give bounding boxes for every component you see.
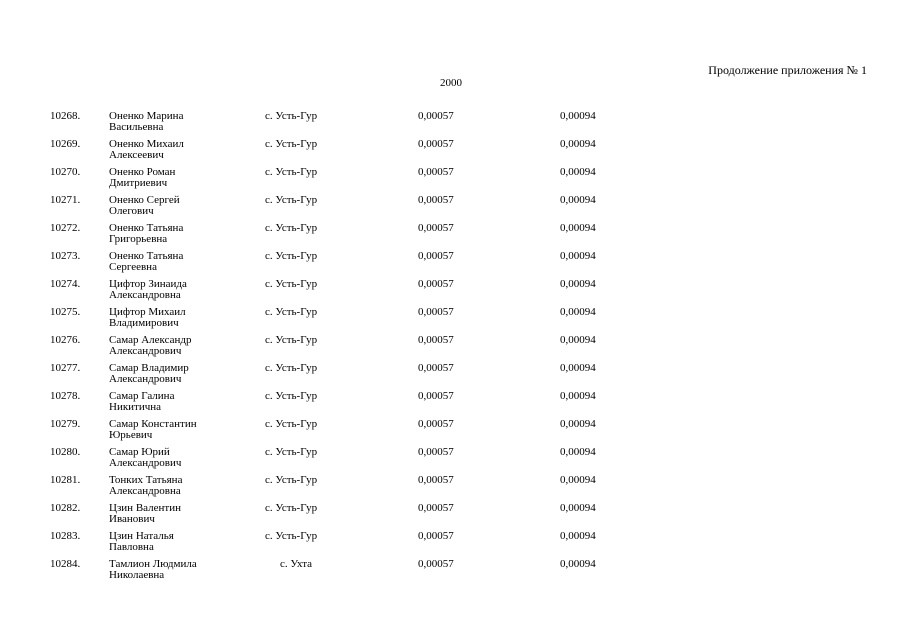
person-name (109, 223, 183, 245)
person-name-line2: Никитична (109, 401, 162, 413)
person-name-line1: Самар Владимир (109, 362, 189, 374)
table-row (0, 195, 905, 223)
settlement: с. Усть-Гур (265, 110, 318, 122)
settlement: с. Усть-Гур (265, 250, 318, 262)
person-name-line1: Оненко Марина (109, 110, 184, 122)
row-number: 10269. (50, 138, 81, 150)
value-2: 0,00094 (560, 250, 596, 262)
value-2: 0,00094 (560, 194, 596, 206)
year-label: 2000 (440, 77, 462, 89)
person-name-line1: Цифтор Зинаида (109, 278, 187, 290)
person-name (109, 475, 182, 497)
table-row (0, 251, 905, 279)
table-row (0, 475, 905, 503)
table-row (0, 503, 905, 531)
row-number: 10275. (50, 306, 81, 318)
table-row (0, 279, 905, 307)
person-name-line2: Юрьевич (109, 429, 153, 441)
settlement: с. Усть-Гур (265, 166, 318, 178)
row-number: 10281. (50, 474, 81, 486)
value-2: 0,00094 (560, 110, 596, 122)
person-name-line2: Васильевна (109, 121, 164, 133)
row-number: 10284. (50, 558, 81, 570)
person-name-line2: Александрович (109, 457, 182, 469)
table-row (0, 419, 905, 447)
value-2: 0,00094 (560, 390, 596, 402)
appendix-continuation-label: Продолжение приложения № 1 (708, 63, 867, 77)
settlement: с. Усть-Гур (265, 418, 318, 430)
person-name (109, 503, 181, 525)
value-1: 0,00057 (418, 138, 454, 150)
value-1: 0,00057 (418, 166, 454, 178)
settlement: с. Усть-Гур (265, 222, 318, 234)
person-name-line2: Александровна (109, 289, 181, 301)
value-1: 0,00057 (418, 390, 454, 402)
value-1: 0,00057 (418, 558, 454, 570)
person-name-line2: Александровна (109, 485, 181, 497)
row-number: 10278. (50, 390, 81, 402)
row-number: 10279. (50, 418, 81, 430)
table-row (0, 559, 905, 587)
value-1: 0,00057 (418, 502, 454, 514)
row-number: 10272. (50, 222, 81, 234)
person-name-line2: Николаевна (109, 569, 165, 581)
table-row (0, 531, 905, 559)
row-number: 10268. (50, 110, 81, 122)
value-1: 0,00057 (418, 278, 454, 290)
value-2: 0,00094 (560, 558, 596, 570)
table-row (0, 335, 905, 363)
value-2: 0,00094 (560, 278, 596, 290)
settlement: с. Усть-Гур (265, 474, 318, 486)
person-name (109, 363, 189, 385)
row-number: 10277. (50, 362, 81, 374)
person-name-line1: Цзин Валентин (109, 502, 181, 514)
person-name (109, 111, 183, 133)
value-1: 0,00057 (418, 194, 454, 206)
person-name-line1: Оненко Сергей (109, 194, 180, 206)
value-2: 0,00094 (560, 166, 596, 178)
person-name-line2: Олегович (109, 205, 154, 217)
person-name-line2: Владимирович (109, 317, 179, 329)
person-name (109, 531, 174, 553)
person-name-line1: Оненко Татьяна (109, 222, 184, 234)
value-1: 0,00057 (418, 250, 454, 262)
table-row (0, 307, 905, 335)
settlement: с. Усть-Гур (265, 446, 318, 458)
row-number: 10271. (50, 194, 81, 206)
person-name-line1: Тамлион Людмила (109, 558, 197, 570)
value-1: 0,00057 (418, 446, 454, 458)
table-row (0, 111, 905, 139)
settlement: с. Усть-Гур (265, 362, 318, 374)
value-1: 0,00057 (418, 306, 454, 318)
value-2: 0,00094 (560, 418, 596, 430)
person-name-line1: Оненко Роман (109, 166, 176, 178)
settlement: с. Усть-Гур (265, 502, 318, 514)
value-1: 0,00057 (418, 334, 454, 346)
value-1: 0,00057 (418, 474, 454, 486)
value-2: 0,00094 (560, 474, 596, 486)
person-name-line2: Григорьевна (109, 233, 168, 245)
person-name-line2: Сергеевна (109, 261, 157, 273)
value-2: 0,00094 (560, 222, 596, 234)
table-row (0, 139, 905, 167)
registry-table (0, 111, 905, 587)
value-2: 0,00094 (560, 306, 596, 318)
person-name-line1: Самар Константин (109, 418, 197, 430)
settlement: с. Усть-Гур (265, 390, 318, 402)
table-row (0, 447, 905, 475)
person-name (109, 391, 174, 413)
settlement: с. Усть-Гур (265, 530, 318, 542)
person-name-line2: Александрович (109, 373, 182, 385)
person-name (109, 251, 183, 273)
value-1: 0,00057 (418, 530, 454, 542)
person-name (109, 307, 186, 329)
settlement: с. Усть-Гур (265, 334, 318, 346)
person-name-line2: Иванович (109, 513, 155, 525)
value-2: 0,00094 (560, 362, 596, 374)
person-name (109, 419, 197, 441)
person-name-line1: Оненко Михаил (109, 138, 184, 150)
person-name-line2: Алексеевич (109, 149, 164, 161)
table-row (0, 167, 905, 195)
row-number: 10270. (50, 166, 81, 178)
person-name (109, 167, 175, 189)
row-number: 10276. (50, 334, 81, 346)
person-name-line1: Самар Александр (109, 334, 192, 346)
person-name (109, 559, 197, 581)
row-number: 10283. (50, 530, 81, 542)
value-1: 0,00057 (418, 362, 454, 374)
person-name (109, 279, 187, 301)
value-1: 0,00057 (418, 222, 454, 234)
settlement: с. Ухта (279, 558, 313, 570)
table-row (0, 391, 905, 419)
person-name (109, 335, 192, 357)
value-1: 0,00057 (418, 110, 454, 122)
person-name-line2: Павловна (109, 541, 154, 553)
person-name-line1: Цзин Наталья (109, 530, 174, 542)
value-2: 0,00094 (560, 530, 596, 542)
value-1: 0,00057 (418, 418, 454, 430)
table-row (0, 363, 905, 391)
row-number: 10282. (50, 502, 81, 514)
person-name-line2: Дмитриевич (109, 177, 168, 189)
person-name-line1: Самар Юрий (109, 446, 170, 458)
person-name-line1: Оненко Татьяна (109, 250, 184, 262)
person-name-line1: Самар Галина (109, 390, 175, 402)
person-name (109, 447, 181, 469)
settlement: с. Усть-Гур (265, 278, 318, 290)
value-2: 0,00094 (560, 138, 596, 150)
value-2: 0,00094 (560, 502, 596, 514)
value-2: 0,00094 (560, 446, 596, 458)
row-number: 10274. (50, 278, 81, 290)
settlement: с. Усть-Гур (265, 306, 318, 318)
settlement: с. Усть-Гур (265, 194, 318, 206)
settlement: с. Усть-Гур (265, 138, 318, 150)
row-number: 10273. (50, 250, 81, 262)
row-number: 10280. (50, 446, 81, 458)
person-name-line2: Александрович (109, 345, 182, 357)
table-row (0, 223, 905, 251)
person-name (109, 139, 184, 161)
value-2: 0,00094 (560, 334, 596, 346)
person-name (109, 195, 180, 217)
person-name-line1: Цифтор Михаил (109, 306, 186, 318)
person-name-line1: Тонких Татьяна (109, 474, 183, 486)
